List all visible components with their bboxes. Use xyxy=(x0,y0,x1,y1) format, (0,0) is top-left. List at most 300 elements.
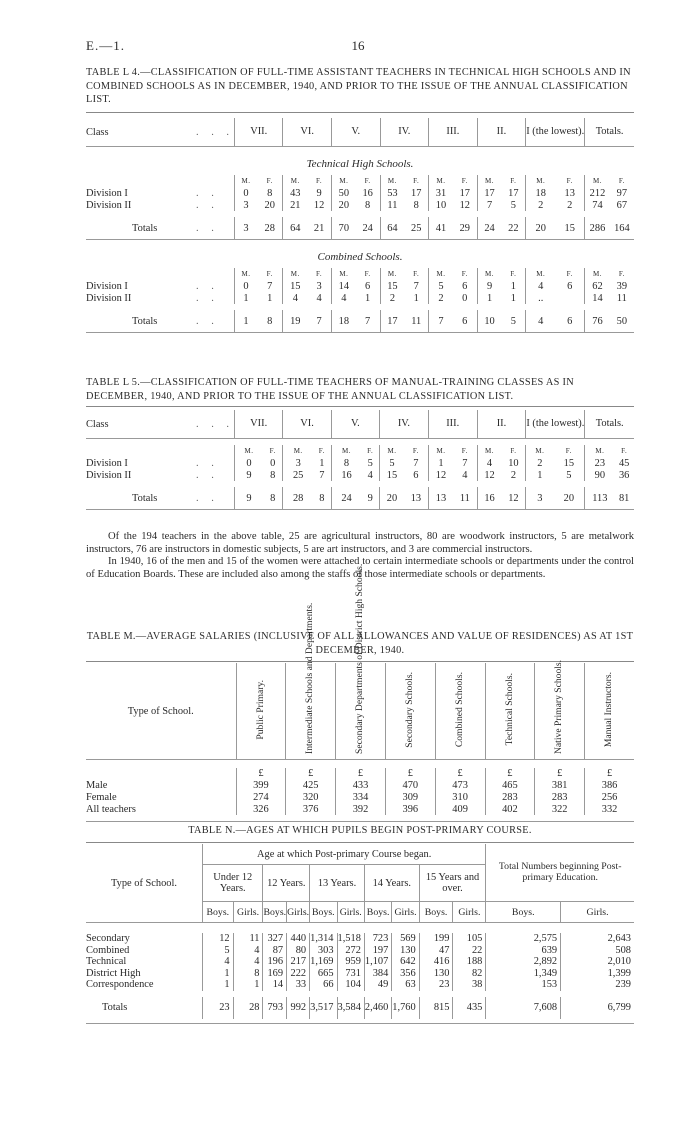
female-label: F. xyxy=(266,270,273,278)
cell: 9 xyxy=(477,280,501,292)
row-label: Totals xyxy=(132,492,158,504)
cell: 14 xyxy=(263,979,287,991)
column-header-text: Public Primary. xyxy=(254,679,266,740)
male-label: M. xyxy=(283,268,307,280)
female-label: F. xyxy=(412,447,419,455)
column-header xyxy=(336,563,386,760)
row-label: Division II xyxy=(86,469,132,481)
table-l4 xyxy=(86,118,634,339)
cell: 97 xyxy=(616,187,628,199)
cell: 8 xyxy=(270,492,276,504)
cell: 24 xyxy=(362,222,373,234)
female-label: F. xyxy=(618,270,625,278)
unit-label: £ xyxy=(435,768,485,779)
cell: 3 xyxy=(283,457,313,469)
cell: 409 xyxy=(435,803,485,815)
female-label: F. xyxy=(316,177,323,185)
female-label: F. xyxy=(413,177,420,185)
cell: 5 xyxy=(429,280,453,292)
cell: 5 xyxy=(566,469,572,481)
cell: 3 xyxy=(235,199,258,211)
cell: 6 xyxy=(567,315,573,327)
cell: 5 xyxy=(510,199,516,211)
cell: 11 xyxy=(380,199,404,211)
row-label: Division II xyxy=(86,199,132,211)
cell: 47 xyxy=(419,945,453,957)
table-row xyxy=(86,933,634,945)
cell: 81 xyxy=(618,492,630,504)
totals-row xyxy=(86,487,634,510)
unit-label: £ xyxy=(336,768,386,779)
dots: . . xyxy=(196,187,219,199)
cell: 28 xyxy=(233,997,263,1019)
cell: 15 xyxy=(380,469,404,481)
total-label: Total Numbers beginning Post-primary Education. xyxy=(486,844,634,902)
type-label: Type of School. xyxy=(127,705,194,717)
table-row xyxy=(86,968,634,980)
male-label: M. xyxy=(283,445,313,457)
cell: 356 xyxy=(392,968,419,980)
boys-label: Boys. xyxy=(203,902,234,923)
cell: 14 xyxy=(585,292,610,304)
page-header xyxy=(86,38,630,54)
cell: 0 xyxy=(462,292,468,304)
cell: 2 xyxy=(510,469,517,481)
paragraph-2: In 1940, 16 of the men and 15 of the women were attached to certain intermediate schools or departments under the control of Education Boards. These are included also among the staffs of those intermediate schools or departments. xyxy=(86,556,634,580)
column-header: III. xyxy=(429,118,478,147)
page-reference: E.—1. xyxy=(86,38,125,53)
cell: 5 xyxy=(510,315,516,327)
cell: 20 xyxy=(563,492,575,504)
column-header xyxy=(236,663,286,760)
cell: 3,517 xyxy=(310,997,337,1019)
cell: 15 xyxy=(563,457,575,469)
female-label: F. xyxy=(269,447,276,455)
cell: 425 xyxy=(286,779,336,791)
column-header: IV. xyxy=(380,410,429,439)
cell: 20 xyxy=(526,217,556,240)
cell: 6,799 xyxy=(561,997,634,1019)
cell: 28 xyxy=(283,487,313,510)
cell: 7 xyxy=(477,199,501,211)
cell: 33 xyxy=(287,979,310,991)
cell: 0 xyxy=(235,457,264,469)
unit-label: £ xyxy=(286,768,336,779)
female-label: F. xyxy=(367,447,374,455)
cell: 6 xyxy=(413,469,419,481)
dots: . . xyxy=(196,280,219,292)
male-label: M. xyxy=(585,445,615,457)
cell: 66 xyxy=(310,979,337,991)
cell: 6 xyxy=(567,280,573,292)
table-row xyxy=(86,979,634,991)
column-header xyxy=(585,663,634,760)
cell: 1 xyxy=(203,979,234,991)
cell: 4 xyxy=(331,292,355,304)
cell: 4 xyxy=(316,292,322,304)
cell: 435 xyxy=(453,997,486,1019)
cell: 2,010 xyxy=(561,956,634,968)
cell: 130 xyxy=(392,945,419,957)
cell: 197 xyxy=(364,945,391,957)
column-header: III. xyxy=(428,410,477,439)
cell: 384 xyxy=(364,968,391,980)
dots: . . xyxy=(196,315,219,327)
column-header: VII. xyxy=(235,410,283,439)
cell: 13 xyxy=(564,187,575,199)
cell: 2,643 xyxy=(561,933,634,945)
table-m-caption: TABLE M.—AVERAGE SALARIES (INCLUSIVE OF ALL ALLOWANCES AND VALUE OF RESIDENCES) AS AT 1ST DECEMBER, 1940. xyxy=(86,631,634,656)
cell: 0 xyxy=(270,457,276,469)
cell: 8 xyxy=(233,968,263,980)
boys-label: Boys. xyxy=(364,902,391,923)
cell: 1,518 xyxy=(337,933,364,945)
age-column-header: 13 Years. xyxy=(310,865,365,902)
cell: 50 xyxy=(331,187,355,199)
cell: 64 xyxy=(380,217,404,240)
totals-row xyxy=(86,310,634,333)
column-header: V. xyxy=(331,118,380,147)
cell: 217 xyxy=(287,956,310,968)
cell: 36 xyxy=(618,469,630,481)
cell: 25 xyxy=(411,222,422,234)
page-number: 16 xyxy=(351,38,365,53)
cell: 5 xyxy=(380,457,404,469)
unit-label: £ xyxy=(485,768,535,779)
cell: 8 xyxy=(331,457,361,469)
male-label: M. xyxy=(526,268,556,280)
cell: 639 xyxy=(486,945,561,957)
column-header: I (the lowest). xyxy=(526,410,585,439)
cell: 303 xyxy=(310,945,337,957)
cell: 2,892 xyxy=(486,956,561,968)
cell: 440 xyxy=(287,933,310,945)
dots: . . xyxy=(196,457,219,469)
cell: 6 xyxy=(462,315,468,327)
cell: 18 xyxy=(526,187,556,199)
cell: 41 xyxy=(429,217,453,240)
girls-label: Girls. xyxy=(287,902,310,923)
cell: 17 xyxy=(508,187,519,199)
cell: 49 xyxy=(364,979,391,991)
column-header: II. xyxy=(477,410,526,439)
cell: 11 xyxy=(459,492,470,504)
cell: 20 xyxy=(331,199,355,211)
cell: 4 xyxy=(203,956,234,968)
cell: 2 xyxy=(567,199,573,211)
cell: 64 xyxy=(283,217,307,240)
female-label: F. xyxy=(510,177,517,185)
cell: 10 xyxy=(508,457,519,469)
cell: 212 xyxy=(585,187,610,199)
row-label: All teachers xyxy=(86,803,136,815)
column-header: II. xyxy=(477,118,526,147)
dots: . . . xyxy=(196,126,234,138)
column-header xyxy=(485,663,535,760)
row-label: District High xyxy=(86,967,141,979)
cell: 74 xyxy=(585,199,610,211)
male-label: M. xyxy=(235,268,258,280)
cell: 2 xyxy=(429,292,453,304)
row-label: Totals xyxy=(102,1002,128,1013)
header-row xyxy=(86,410,634,439)
cell: 15 xyxy=(283,280,307,292)
column-header-text: Technical Schools. xyxy=(503,673,515,746)
column-header-text: Secondary Schools. xyxy=(404,671,416,748)
table-n xyxy=(86,844,634,1024)
cell: 130 xyxy=(419,968,453,980)
totals-row xyxy=(86,217,634,240)
cell: 14 xyxy=(331,280,355,292)
cell: 9 xyxy=(235,469,264,481)
female-label: F. xyxy=(461,177,468,185)
cell: 1,169 xyxy=(310,956,337,968)
male-label: M. xyxy=(235,445,264,457)
cell: 1,760 xyxy=(392,997,419,1019)
cell: 169 xyxy=(263,968,287,980)
cell: 239 xyxy=(561,979,634,991)
cell: 15 xyxy=(380,280,404,292)
cell: 22 xyxy=(508,222,519,234)
cell: 43 xyxy=(283,187,307,199)
cell: 8 xyxy=(267,187,273,199)
cell: 7 xyxy=(365,315,371,327)
cell: 9 xyxy=(316,187,322,199)
cell: 188 xyxy=(453,956,486,968)
header-row xyxy=(86,663,634,760)
cell: 28 xyxy=(264,222,275,234)
male-label: M. xyxy=(429,268,453,280)
cell: 402 xyxy=(485,803,535,815)
male-label: M. xyxy=(477,445,501,457)
cell: 7 xyxy=(413,457,419,469)
cell: 10 xyxy=(477,310,501,333)
cell: 38 xyxy=(453,979,486,991)
cell: 1 xyxy=(526,469,553,481)
cell: 39 xyxy=(616,280,628,292)
cell: 7 xyxy=(413,280,419,292)
cell: 17 xyxy=(380,310,404,333)
cell: 80 xyxy=(287,945,310,957)
cell: 105 xyxy=(453,933,486,945)
row-label: Division I xyxy=(86,457,128,469)
cell: 70 xyxy=(331,217,355,240)
cell: 0 xyxy=(235,280,258,292)
column-header xyxy=(535,659,585,760)
cell: 4 xyxy=(367,469,373,481)
column-header-text: Secondary Departments of District High Schools. xyxy=(354,563,366,754)
boys-label: Boys. xyxy=(419,902,453,923)
male-label: M. xyxy=(585,268,610,280)
age-column-header: Under 12 Years. xyxy=(203,865,263,902)
cell: 3,584 xyxy=(337,997,364,1019)
cell: 31 xyxy=(429,187,453,199)
cell: 4 xyxy=(462,469,468,481)
cell: 9 xyxy=(367,492,373,504)
cell: 4 xyxy=(233,956,263,968)
cell: 16 xyxy=(331,469,361,481)
row-label: Female xyxy=(86,791,117,803)
table-n-caption: TABLE N.—AGES AT WHICH PUPILS BEGIN POST-PRIMARY COURSE. xyxy=(188,825,532,836)
female-label: F. xyxy=(461,270,468,278)
cell: 6 xyxy=(365,280,371,292)
cell: 310 xyxy=(435,791,485,803)
cell: 24 xyxy=(477,217,501,240)
cell: 508 xyxy=(561,945,634,957)
column-header: VI. xyxy=(283,118,332,147)
column-header-text: Intermediate Schools and Departments. xyxy=(304,602,316,754)
cell: 332 xyxy=(585,803,634,815)
cell: 113 xyxy=(585,487,615,510)
male-label: M. xyxy=(235,175,258,187)
cell: 7,608 xyxy=(486,997,561,1019)
class-label: Class xyxy=(86,126,109,138)
cell: 11 xyxy=(233,933,263,945)
cell: 992 xyxy=(287,997,310,1019)
cell: 793 xyxy=(263,997,287,1019)
cell: 386 xyxy=(585,779,634,791)
table-row xyxy=(86,803,634,815)
cell: 392 xyxy=(336,803,386,815)
age-group-label: Age at which Post-primary Course began. xyxy=(203,844,486,865)
cell: 67 xyxy=(616,199,628,211)
row-label: Division II xyxy=(86,292,132,304)
cell: 4 xyxy=(477,457,501,469)
cell: 1 xyxy=(235,310,258,333)
table-row xyxy=(86,945,634,957)
cell: 153 xyxy=(486,979,561,991)
cell: 1,107 xyxy=(364,956,391,968)
column-header: VI. xyxy=(283,410,331,439)
cell: 4 xyxy=(233,945,263,957)
cell: 11 xyxy=(411,315,422,327)
table-l4-caption: TABLE L 4.—CLASSIFICATION OF FULL-TIME ASSISTANT TEACHERS IN TECHNICAL HIGH SCHOOLS AND IN COMBINED SCHOOLS AS IN DECEMBER, 1940, AND PRIOR TO THE ISSUE OF THE ANNUAL CLASSIFICATION LIST. xyxy=(86,67,631,105)
column-header xyxy=(385,663,435,760)
cell: 15 xyxy=(564,222,575,234)
row-label: Combined xyxy=(86,944,130,956)
cell: 63 xyxy=(392,979,419,991)
cell: 1 xyxy=(428,457,453,469)
cell: 256 xyxy=(585,791,634,803)
column-header-text: Manual Instructors. xyxy=(603,671,615,748)
male-label: M. xyxy=(331,445,361,457)
cell: 2 xyxy=(380,292,404,304)
table-row xyxy=(86,457,634,469)
cell: 3 xyxy=(235,217,258,240)
boys-label: Boys. xyxy=(263,902,287,923)
female-label: F. xyxy=(364,177,371,185)
female-label: F. xyxy=(566,270,573,278)
row-label: Totals xyxy=(132,315,158,327)
row-label: Division I xyxy=(86,187,128,199)
column-header: IV. xyxy=(380,118,429,147)
dots: . . xyxy=(196,222,219,234)
age-column-header: 14 Years. xyxy=(364,865,419,902)
cell: 199 xyxy=(419,933,453,945)
mf-row xyxy=(86,445,634,457)
cell: 11 xyxy=(616,292,627,304)
header-row xyxy=(86,118,634,147)
cell: 90 xyxy=(585,469,615,481)
type-label: Type of School. xyxy=(111,877,177,889)
cell: 2,575 xyxy=(486,933,561,945)
cell: 2,460 xyxy=(364,997,391,1019)
cell: 470 xyxy=(385,779,435,791)
cell: 82 xyxy=(453,968,486,980)
cell: 286 xyxy=(585,217,610,240)
cell: 20 xyxy=(264,199,275,211)
cell: 3 xyxy=(316,280,322,292)
cell: 283 xyxy=(535,791,585,803)
cell: 473 xyxy=(435,779,485,791)
cell: 7 xyxy=(319,469,325,481)
table-row xyxy=(86,791,634,803)
row-label: Male xyxy=(86,779,108,791)
male-label: M. xyxy=(331,268,355,280)
cell: 17 xyxy=(459,187,470,199)
cell: 2 xyxy=(526,457,553,469)
cell: 12 xyxy=(459,199,470,211)
female-label: F. xyxy=(510,447,517,455)
cell: 16 xyxy=(362,187,373,199)
column-header xyxy=(435,663,485,760)
cell: 1 xyxy=(267,292,273,304)
cell: 76 xyxy=(585,310,610,333)
class-label: Class xyxy=(86,418,109,430)
cell: 23 xyxy=(585,457,615,469)
cell: 104 xyxy=(337,979,364,991)
dots: . . xyxy=(196,292,219,304)
cell: 8 xyxy=(270,469,276,481)
female-label: F. xyxy=(621,447,628,455)
cell: 8 xyxy=(319,492,325,504)
cell: 45 xyxy=(618,457,630,469)
cell: 1 xyxy=(413,292,419,304)
row-label: Division I xyxy=(86,280,128,292)
cell: 642 xyxy=(392,956,419,968)
column-header: VII. xyxy=(235,118,283,147)
table-row xyxy=(86,199,634,211)
girls-label: Girls. xyxy=(453,902,486,923)
cell: 1 xyxy=(235,292,258,304)
cell: 4 xyxy=(526,280,556,292)
section-title: Combined Schools. xyxy=(317,251,403,263)
male-label: M. xyxy=(526,445,553,457)
cell: 21 xyxy=(313,222,325,234)
female-label: F. xyxy=(510,270,517,278)
dots: . . xyxy=(196,199,219,211)
unit-label: £ xyxy=(236,768,286,779)
cell: 320 xyxy=(286,791,336,803)
dots: . . . xyxy=(196,418,234,430)
row-label: Technical xyxy=(86,956,127,968)
cell: 1 xyxy=(365,292,371,304)
male-label: M. xyxy=(526,175,556,187)
female-label: F. xyxy=(364,270,371,278)
column-header xyxy=(286,602,336,760)
cell: 9 xyxy=(235,487,264,510)
cell: 25 xyxy=(283,469,313,481)
cell: 381 xyxy=(535,779,585,791)
cell: 18 xyxy=(331,310,355,333)
column-header: Totals. xyxy=(585,410,634,439)
cell: 7 xyxy=(429,310,453,333)
cell: 465 xyxy=(485,779,535,791)
cell: 8 xyxy=(413,199,419,211)
table-row xyxy=(86,469,634,481)
cell: 6 xyxy=(462,280,468,292)
female-label: F. xyxy=(316,270,323,278)
